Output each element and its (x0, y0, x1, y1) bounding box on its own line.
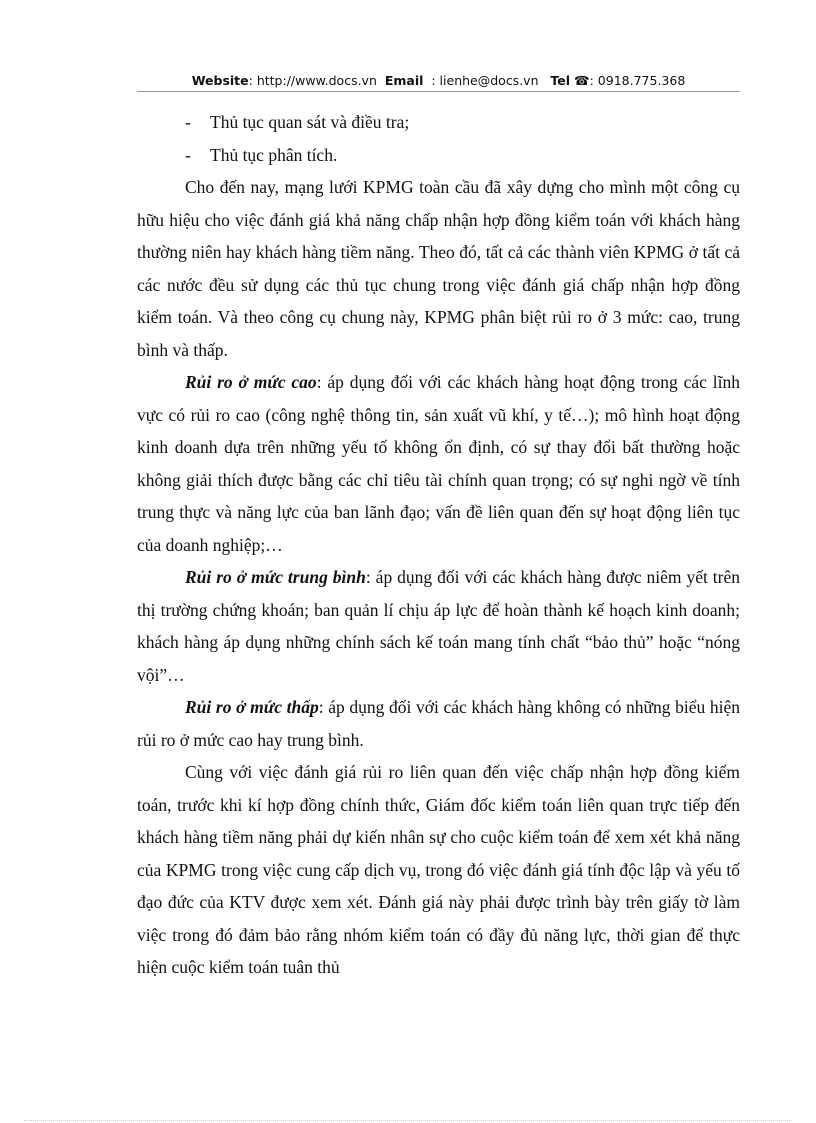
bullet-marker: - (185, 112, 191, 132)
document-body (137, 106, 740, 984)
high-risk-text: : áp dụng đối với các khách hàng hoạt động trong các lĩnh vực có rủi ro cao (công nghệ thông tin, sản xuất vũ khí, y tế…); mô hình hoạt động kinh doanh dựa trên những yếu tố không ổn định, có sự thay đổi bất thường hoặc không giải thích được bằng các chỉ tiêu tài chính quan trọng; có sự nghi ngờ về tính trung thực và năng lực của ban lãnh đạo; vấn đề liên quan đến sự hoạt động liên tục của doanh nghiệp;… (137, 372, 740, 555)
email-label: Email (384, 73, 424, 88)
low-risk-text: : áp dụng đối với các khách hàng không có những biểu hiện rủi ro ở mức cao hay trung bình. (137, 697, 740, 750)
tel-value: : 0918.775.368 (589, 73, 686, 88)
bullet-text: Thủ tục quan sát và điều tra; (210, 112, 410, 132)
bullet-item (137, 139, 740, 172)
paragraph-staffing: Cùng với việc đánh giá rủi ro liên quan đến việc chấp nhận hợp đồng kiểm toán, trước khi kí hợp đồng chính thức, Giám đốc kiểm toán liên quan trực tiếp đến khách hàng tiềm năng phải dự kiến nhân sự cho cuộc kiểm toán để xem xét khả năng của KPMG trong việc cung cấp dịch vụ, trong đó việc đánh giá tính độc lập và yếu tố đạo đức của KTV được xem xét. Đánh giá này phải được trình bày trên giấy tờ làm việc trong đó đảm bảo rằng nhóm kiểm toán có đầy đủ năng lực, thời gian để thực hiện cuộc kiểm toán tuân thủ (137, 762, 740, 977)
paragraph-intro: Cho đến nay, mạng lưới KPMG toàn cầu đã xây dựng cho mình một công cụ hữu hiệu cho việc đánh giá khả năng chấp nhận hợp đồng kiểm toán với khách hàng thường niên hay khách hàng tiềm năng. Theo đó, tất cả các thành viên KPMG ở tất cả các nước đều sử dụng các thủ tục chung trong việc đánh giá chấp nhận hợp đồng kiểm toán. Và theo công cụ chung này, KPMG phân biệt rủi ro ở 3 mức: cao, trung bình và thấp. (137, 177, 740, 360)
paragraph-low-risk (137, 691, 740, 756)
term-medium-risk: Rủi ro ở mức trung bình (185, 567, 366, 587)
footer-divider (24, 1120, 792, 1121)
phone-icon: ☎ (574, 73, 590, 88)
bullet-text: Thủ tục phân tích. (210, 144, 338, 165)
paragraph-medium-risk (137, 561, 740, 691)
medium-risk-text: : áp dụng đối với các khách hàng được niêm yết trên thị trường chứng khoán; ban quản lí chịu áp lực để hoàn thành kế hoạch kinh doanh; khách hàng áp dụng những chính sách kế toán mang tính chất “bảo thủ” hoặc “nóng vội”… (137, 567, 740, 685)
term-low-risk: Rủi ro ở mức thấp (185, 697, 319, 717)
email-value: : lienhe@docs.vn (431, 73, 539, 88)
page-header (137, 72, 740, 92)
tel-label: Tel (550, 73, 571, 88)
bullet-item (137, 106, 740, 139)
website-value: : http://www.docs.vn (248, 73, 377, 88)
paragraph-high-risk (137, 366, 740, 561)
website-label: Website (191, 73, 249, 88)
term-high-risk: Rủi ro ở mức cao (185, 372, 317, 392)
bullet-marker: - (185, 144, 191, 165)
